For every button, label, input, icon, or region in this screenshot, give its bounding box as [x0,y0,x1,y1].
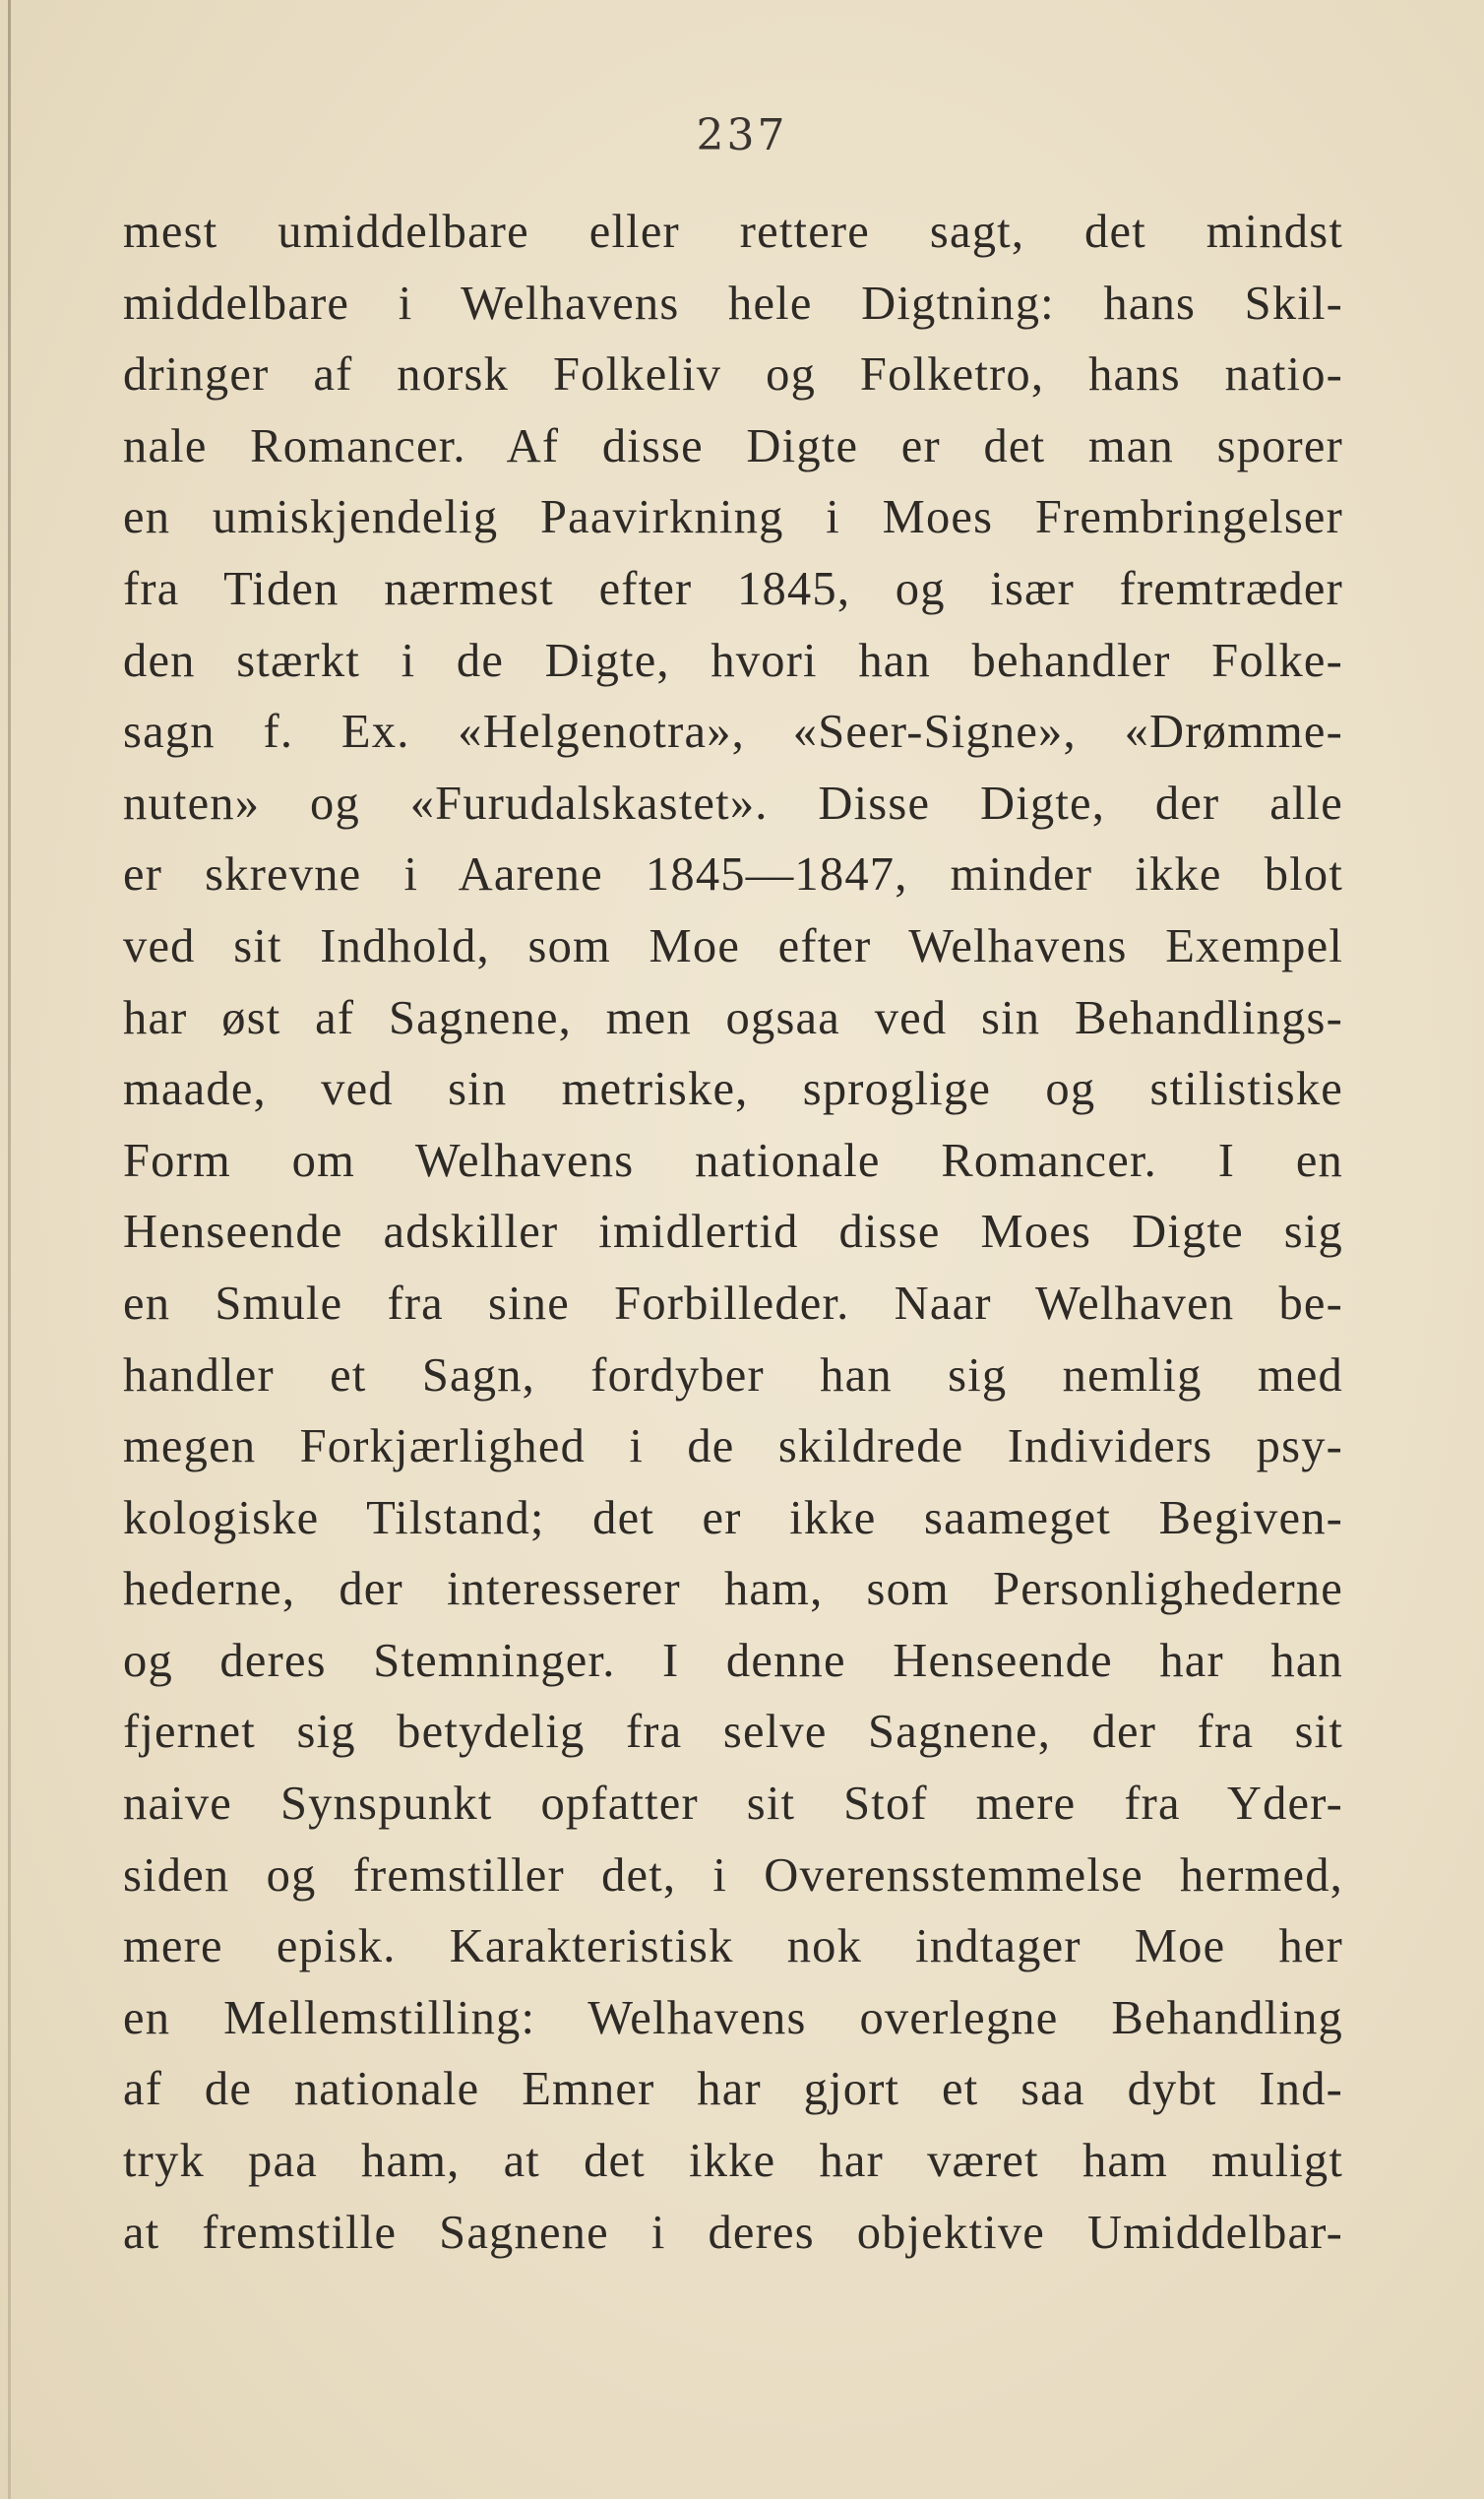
text-line: har øst af Sagnene, men ogsaa ved sin Behandlings- [123,991,1343,1044]
text-line: naive Synspunkt opfatter sit Stof mere fra Yder- [123,1778,1343,1831]
text-line: middelbare i Welhavens hele Digtning: hans Skil- [123,277,1343,330]
page-binding-edge [8,0,11,2499]
text-line: er skrevne i Aarene 1845—1847, minder ikke blot [123,848,1343,902]
text-line: maade, ved sin metriske, sproglige og stilistiske [123,1063,1343,1116]
text-line: Form om Welhavens nationale Romancer. I en [123,1134,1343,1187]
text-line: nuten» og «Furudalskastet». Disse Digte, der alle [123,777,1343,830]
text-line: nale Romancer. Af disse Digte er det man sporer [123,419,1343,472]
text-line: dringer af norsk Folkeliv og Folketro, hans natio- [123,348,1343,402]
text-line: tryk paa ham, at det ikke har været ham muligt [123,2135,1343,2188]
text-line: siden og fremstiller det, i Overensstemmelse hermed, [123,1848,1343,1902]
text-line: den stærkt i de Digte, hvori han behandler Folke- [123,634,1343,687]
body-text [123,197,1343,2269]
text-line: mest umiddelbare eller rettere sagt, det mindst [123,206,1343,258]
page-number: 237 [696,110,788,160]
text-line: kologiske Tilstand; det er ikke saameget Begiven- [123,1491,1343,1544]
text-line: mere episk. Karakteristisk nok indtager Moe her [123,1920,1343,1973]
text-line: ved sit Indhold, som Moe efter Welhavens Exempel [123,919,1343,972]
text-line: fra Tiden nærmest efter 1845, og især fremtræder [123,562,1343,615]
text-line: Henseende adskiller imidlertid disse Moes Digte sig [123,1206,1343,1259]
text-line: at fremstille Sagnene i deres objektive Umiddelbar- [123,2206,1343,2259]
text-line: en umiskjendelig Paavirkning i Moes Frembringelser [123,491,1343,544]
text-line: en Smule fra sine Forbilleder. Naar Welhaven be- [123,1277,1343,1330]
text-line: hederne, der interesserer ham, som Personlighederne [123,1563,1343,1616]
text-line: fjernet sig betydelig fra selve Sagnene, der fra sit [123,1706,1343,1759]
text-line: af de nationale Emner har gjort et saa dybt Ind- [123,2063,1343,2116]
text-line: sagn f. Ex. «Helgenotra», «Seer-Signe», «Drømme- [123,706,1343,759]
text-line: en Mellemstilling: Welhavens overlegne Behandling [123,1991,1343,2044]
text-line: og deres Stemninger. I denne Henseende har han [123,1634,1343,1687]
text-line: handler et Sagn, fordyber han sig nemlig med [123,1348,1343,1402]
text-line: megen Forkjærlighed i de skildrede Individers psy- [123,1420,1343,1473]
